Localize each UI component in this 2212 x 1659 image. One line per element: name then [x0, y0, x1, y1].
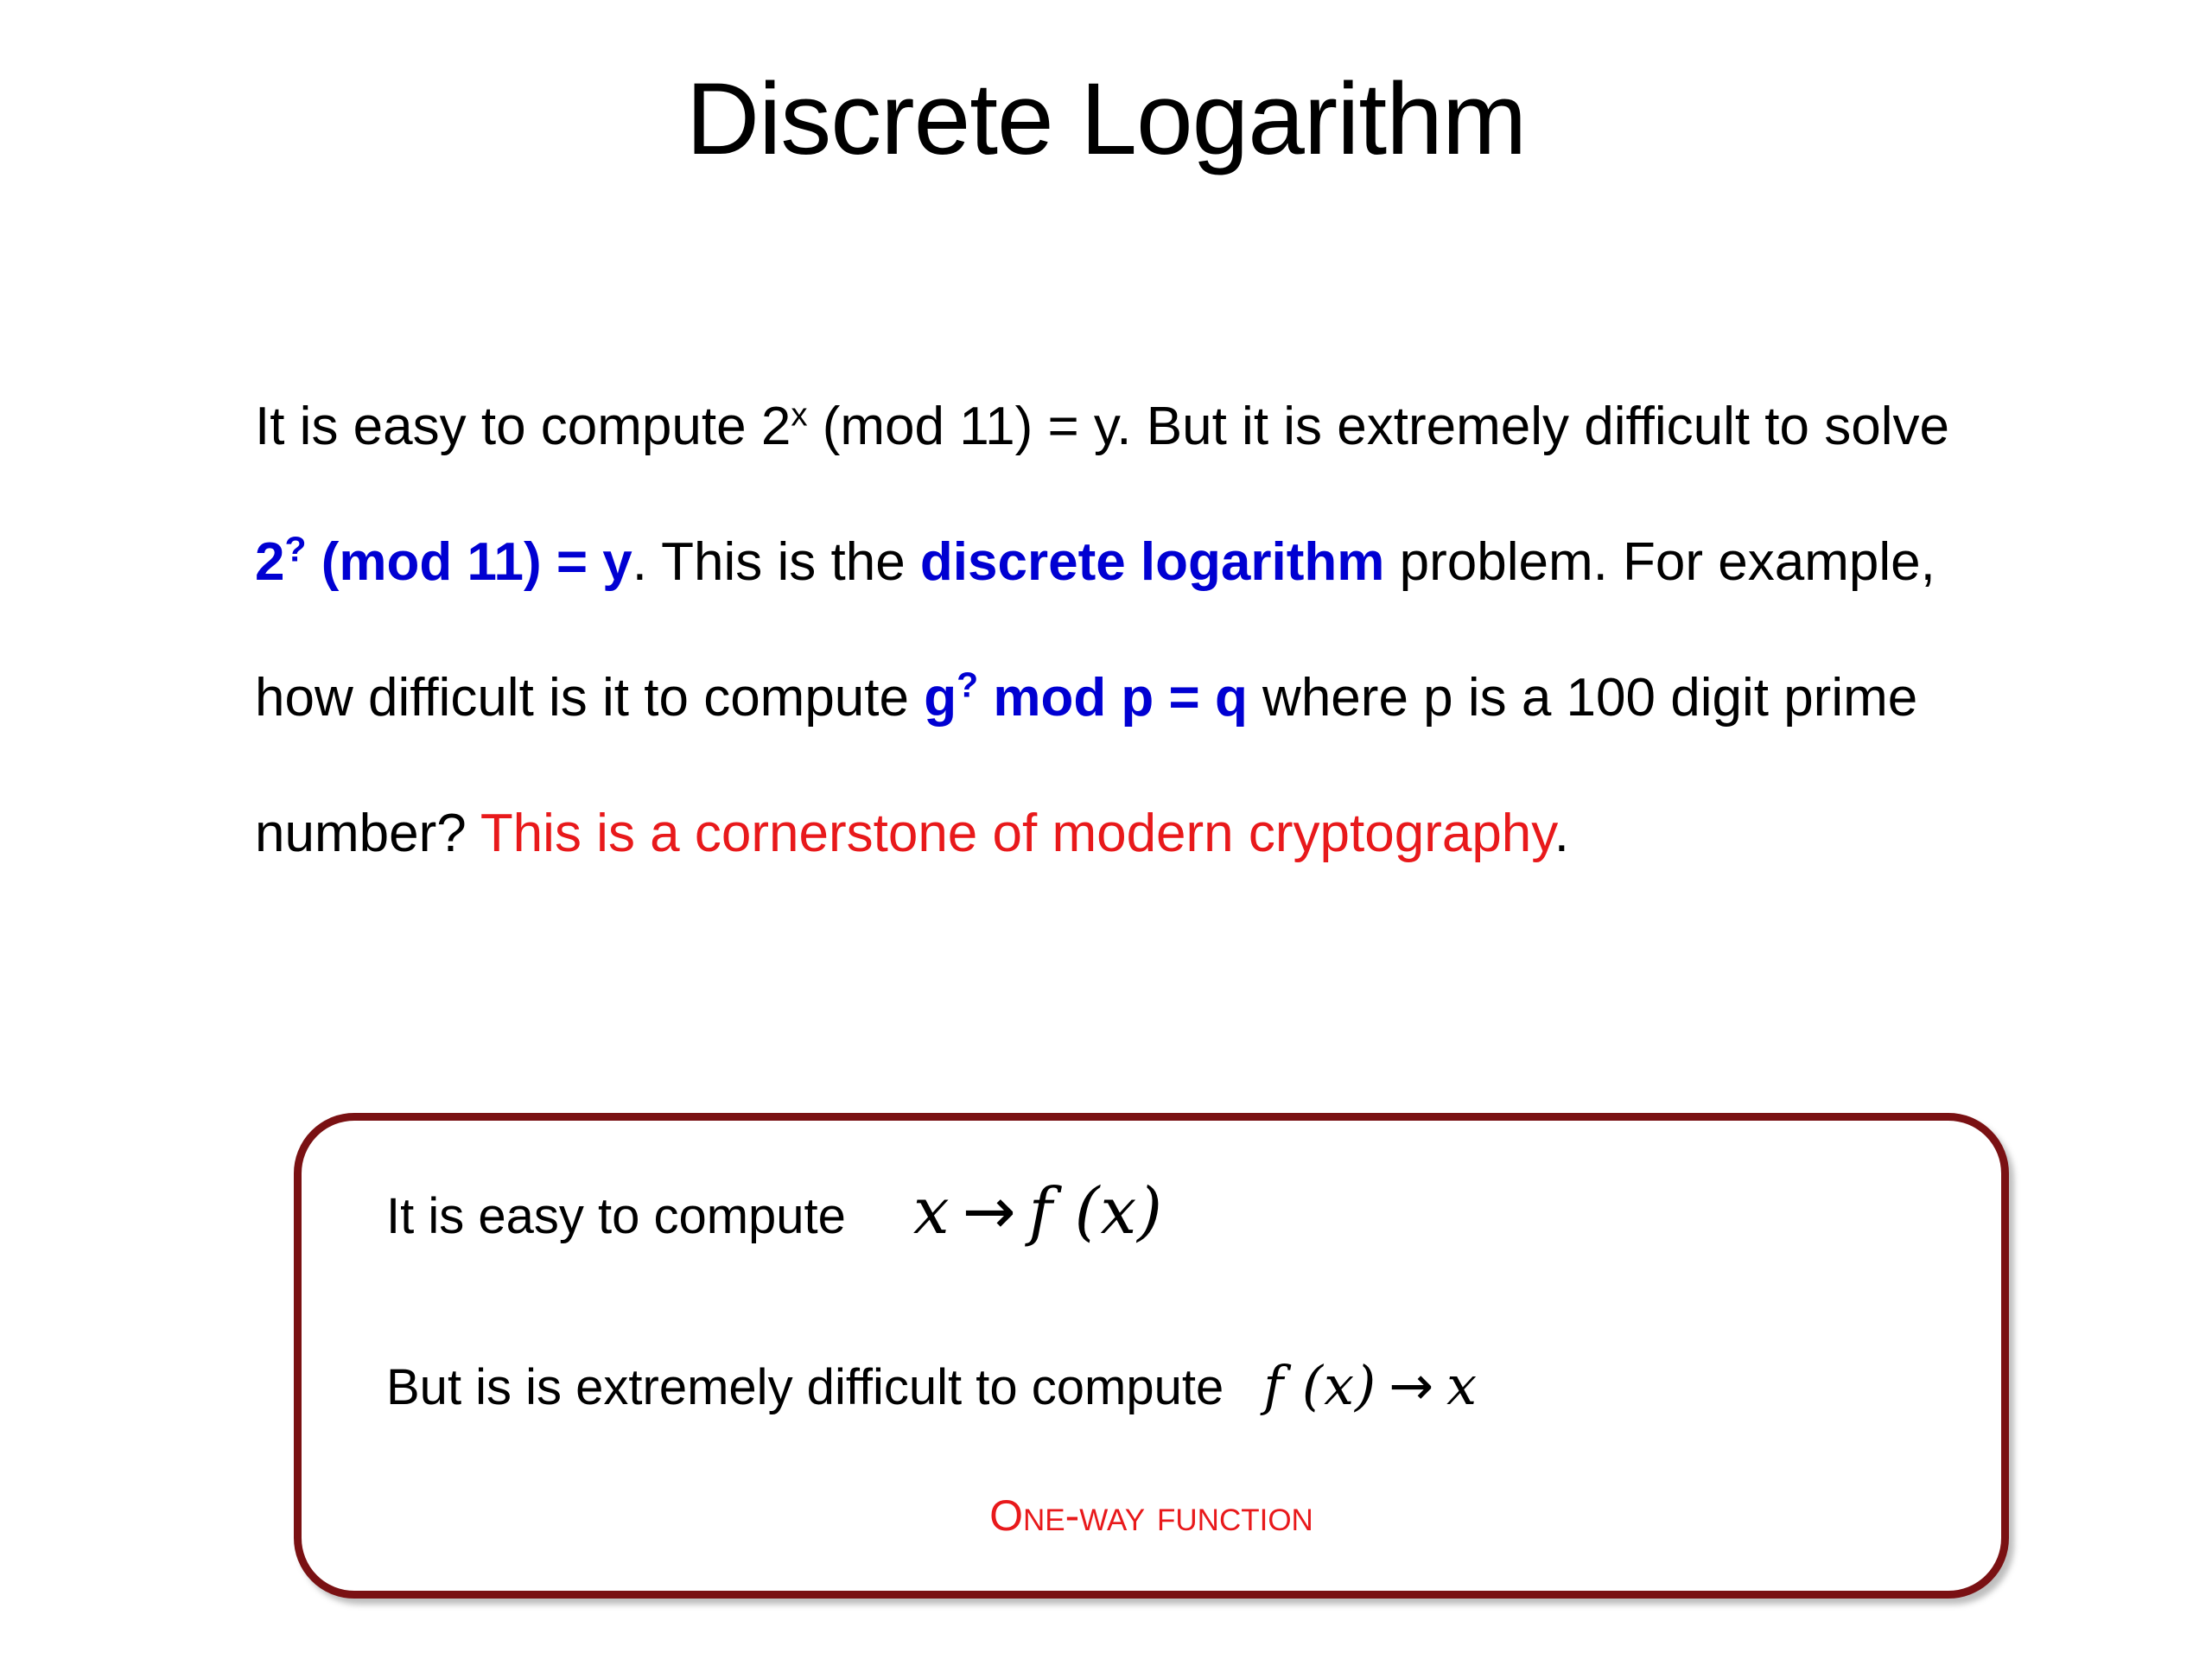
- arrow-right-icon-2: →: [1389, 1354, 1435, 1417]
- one-way-function-caption: One-way function: [989, 1491, 1313, 1540]
- text-segment-1: It is easy to compute 2: [255, 397, 791, 456]
- highlight-cornerstone: This is a cornerstone of modern cryptography: [480, 804, 1554, 863]
- math-f-of-x: f (x): [1028, 1174, 1164, 1249]
- body-paragraph: [255, 359, 1974, 901]
- text-segment-2: (mod 11) = y. But it is extremely difficult to solve: [807, 397, 1949, 456]
- formula-2-mod-11: [255, 529, 632, 592]
- arrow-right-icon: →: [962, 1174, 1017, 1249]
- text-segment-10: .: [1554, 804, 1569, 863]
- box-line-difficult-label: But is is extremely difficult to compute: [386, 1359, 1224, 1415]
- text-segment-8: where p is a 100 digit prime number?: [255, 668, 1918, 863]
- term-discrete-logarithm: discrete logarithm: [919, 532, 1385, 592]
- math-f-of-x-2: f (x): [1263, 1354, 1377, 1417]
- formula-base: 2: [255, 532, 285, 592]
- formula-unknown-exponent: ?: [284, 529, 307, 569]
- math-x-2: x: [1446, 1354, 1478, 1417]
- box-line-easy-label: It is easy to compute: [386, 1188, 846, 1244]
- text-segment-6: problem. For example, how difficult is it to compute: [255, 532, 1936, 728]
- box-line-difficult: [386, 1354, 1478, 1417]
- one-way-function-box: [294, 1113, 2009, 1599]
- page-title: Discrete Logarithm: [685, 62, 1527, 176]
- formula-tail-2: mod p = q: [978, 668, 1248, 728]
- formula-tail: (mod 11) = y: [306, 532, 632, 592]
- box-line-easy: [386, 1174, 1163, 1249]
- formula-unknown-exponent-2: ?: [957, 664, 979, 705]
- formula-g-mod-p: [924, 664, 1248, 728]
- text-segment-4: . This is the: [632, 532, 920, 592]
- math-x: x: [912, 1174, 950, 1249]
- formula-base-g: g: [924, 668, 957, 728]
- exponent-x: x: [791, 396, 808, 434]
